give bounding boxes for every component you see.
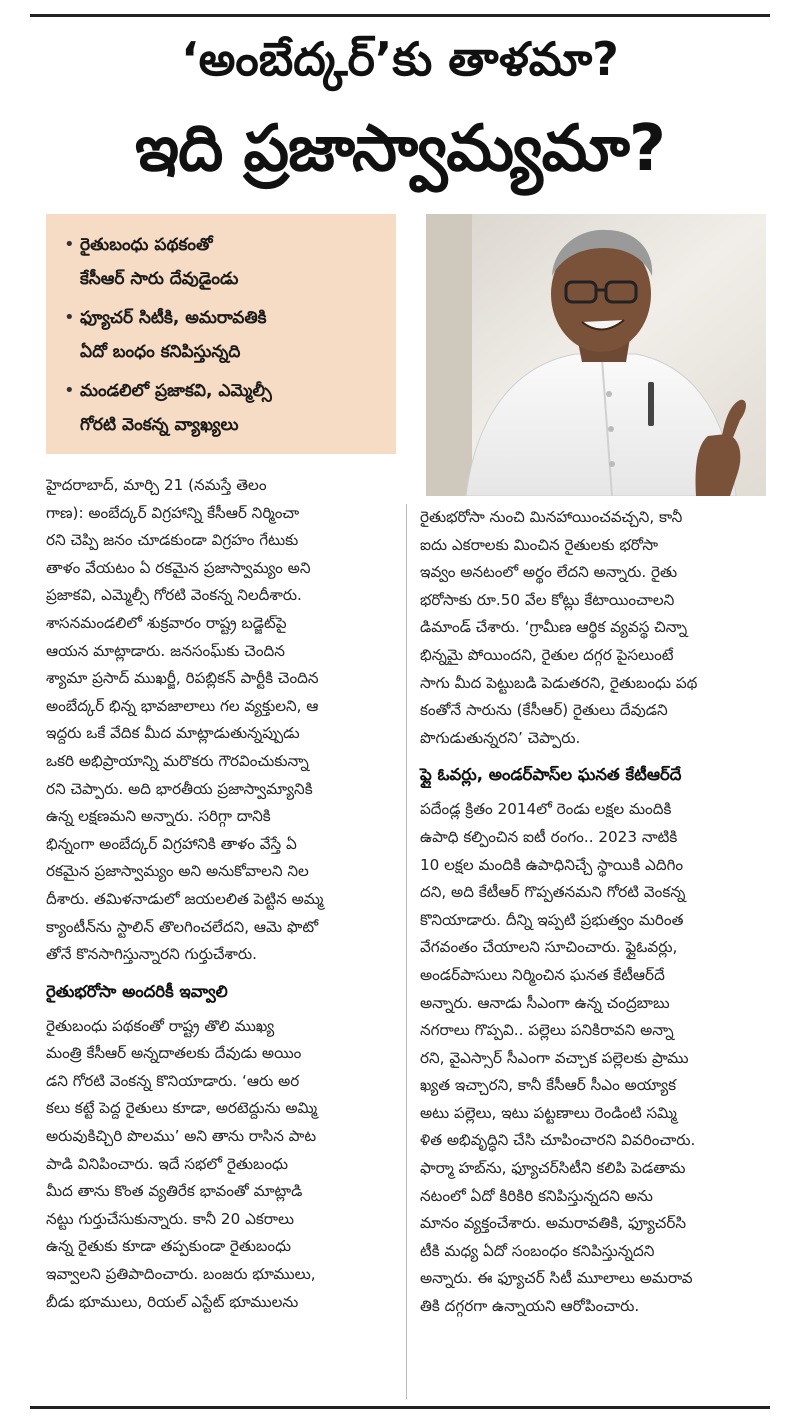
text-line: మీద తాను కొంత వ్యతిరేక భావంతో మాట్లాడి (46, 1182, 303, 1201)
text-line: భిన్నమై పోయిందని, రైతుల దగ్గర పైసలుంటే (420, 645, 674, 664)
text-line: దీశారు. తమిళనాడులో జయలలిత పెట్టిన అమ్మ (46, 889, 324, 908)
text-line: పదేండ్ల క్రితం 2014లో రెండు లక్షల మందికి (420, 800, 672, 819)
text-line: తాళం వేయటం ఏ రకమైన ప్రజాస్వామ్యం అని (46, 558, 311, 577)
text-line: ఖ్యత ఇచ్చారని, కానీ కేసీఆర్ సీఎం అయ్యాక (420, 1076, 677, 1095)
text-line: డిమాండ్ చేశారు. ‘గ్రామీణ ఆర్థిక వ్యవస్థ చిన్నా (420, 618, 688, 637)
headline-line-2: ఇది ప్రజాస్వామ్యమా? (134, 112, 666, 186)
text-line: వేగవంతం చేయాలని సూచించారు. ఫ్లైఓవర్లు, (420, 938, 678, 957)
right-paragraph-1 (420, 504, 770, 752)
bottom-rule (30, 1406, 770, 1409)
person-photo (426, 214, 766, 496)
highlights-box (46, 214, 396, 454)
text-line: కంతోనే సారును (కేసీఆర్) రైతులు దేవుడని (420, 701, 668, 720)
text-line: దని, అది కేటీఆర్ గొప్పతనమని గోరటి వెంకన్న (420, 883, 686, 902)
text-line: తోనే కొనసాగిస్తున్నారని గుర్తుచేశారు. (46, 945, 257, 964)
text-line: హైదరాబాద్, మార్చి 21 (నమస్తే తెలం (46, 476, 267, 494)
text-line: అండర్‌పాసులు నిర్మించిన ఘనత కేటీఆర్‌దే (420, 965, 665, 984)
text-line: తికి దగ్గరగా ఉన్నాయని ఆరోపించారు. (420, 1297, 640, 1316)
bullet-icon: • (64, 234, 75, 255)
top-rule (30, 14, 770, 17)
text-line: రకమైన ప్రజాస్వామ్యం అని అనుకోవాలని నిల (46, 862, 309, 881)
text-line: అంబేద్కర్ భిన్న భావజాలాలు గల వ్యక్తులని, ఆ (46, 696, 319, 715)
right-column (420, 504, 770, 1321)
text-line: సాగు మీద పెట్టుబడి పెడుతరని, రైతుబంధు పథ (420, 673, 698, 692)
text-line: ఇవ్వాలని ప్రతిపాదించారు. బంజరు భూములు, (46, 1265, 316, 1284)
text-line: మానం వ్యక్తంచేశారు. అమరావతికి, ఫ్యూచర్‌సి (420, 1214, 687, 1233)
person-photo-icon (426, 214, 766, 496)
text-line: ఉన్న లక్షణమని అన్నారు. సరిగ్గా దానికి (46, 807, 271, 826)
text-line: నటంలో ఏదో కిరికిరి కనిపిస్తున్నదని అను (420, 1186, 653, 1205)
left-column (46, 472, 396, 1316)
text-line: ఆయన మాట్లాడారు. జనసంఘ్‌కు చెందిన (46, 641, 285, 660)
right-paragraph-2 (420, 796, 770, 1320)
left-paragraph-2 (46, 1013, 396, 1317)
highlight-text: మండలిలో ప్రజాకవి, ఎమ్మెల్సీ గోరటి వెంకన్న వ్యాఖ్యలు (80, 381, 272, 435)
text-line: మంత్రి కేసీఆర్ అన్నదాతలకు దేవుడు అయిం (46, 1044, 302, 1063)
text-line: రని చెప్పి జనం చూడకుండా విగ్రహం గేటుకు (46, 531, 299, 550)
text-line: శ్యామా ప్రసాద్ ముఖర్జీ, రిపబ్లికన్ పార్టీకి చెందిన (46, 669, 319, 688)
text-line: క్యాంటీన్‌ను స్టాలిన్ తొలగించలేదని, ఆమె ఫొటో (46, 917, 319, 936)
text-line: డని గోరటి వెంకన్న కొనియాడారు. ‘ఆరు అర (46, 1071, 300, 1090)
text-line: పొగుడుతున్నరని’ చెప్పారు. (420, 728, 581, 747)
bullet-icon: • (64, 307, 75, 328)
text-line: అరువుకిచ్చిరి పొలము’ అని తాను రాసిన పాట (46, 1127, 317, 1146)
text-line: గాణ): అంబేద్కర్ విగ్రహాన్ని కేసీఆర్ నిర్మించా (46, 503, 300, 522)
highlight-text: ఫ్యూచర్ సిటీకి, అమరావతికి ఏదో బంధం కనిపిస్తున్నది (80, 308, 267, 362)
highlight-text: రైతుబంధు పథకంతో కేసీఆర్ సారు దేవుడైండు (80, 235, 239, 289)
text-line: అన్నారు. ఈ ఫ్యూచర్ సిటీ మూలాలు అమరావ (420, 1269, 693, 1288)
text-line: కలు కట్టే పెద్ద రైతులు కూడా, అరటెద్దును అమ్మి (46, 1099, 318, 1118)
highlight-item (64, 374, 384, 442)
text-line: ఫార్మా హబ్‌ను, ఫ్యూచర్‌సిటీని కలిపి పెడతామ (420, 1159, 686, 1178)
left-paragraph-1 (46, 472, 396, 969)
text-line: ప్రజాకవి, ఎమ్మెల్సీ గోరటి వెంకన్న నిలదీశారు. (46, 586, 302, 605)
text-line: ఐదు ఎకరాలకు మించిన రైతులకు భరోసా (420, 535, 658, 554)
text-line: భరోసాకు రూ.50 వేల కోట్లు కేటాయించాలని (420, 590, 675, 609)
text-line: భిన్నంగా అంబేద్కర్ విగ్రహానికి తాళం వేస్తే ఏ (46, 834, 297, 853)
bullet-icon: • (64, 380, 75, 401)
text-line: నగరాలు గొప్పవి.. పల్లెలు పనికిరావని అన్నా (420, 1021, 674, 1040)
text-line: నట్టు గుర్తుచేసుకున్నారు. కానీ 20 ఎకరాలు (46, 1209, 295, 1228)
text-line: కొనియాడారు. దీన్ని ఇప్పటి ప్రభుత్వం మరింత (420, 910, 684, 929)
left-subhead: రైతుభరోసా అందరికీ ఇవ్వాలి (46, 981, 228, 1001)
text-line: రైతుబంధు పథకంతో రాష్ట్ర తొలి ముఖ్య (46, 1016, 275, 1035)
text-line: 10 లక్షల మందికి ఉపాధినిచ్చే స్థాయికి ఎదిగిం (420, 855, 684, 874)
column-divider (406, 504, 407, 1399)
headline-line-1: ‘అంబేద్కర్’కు తాళమా? (181, 32, 619, 86)
text-line: ఉన్న రైతుకు కూడా తప్పకుండా రైతుబంధు (46, 1237, 292, 1256)
right-subhead: ఫ్లై ఓవర్లు, అండర్‌పాస్‌ల ఘనత కేటీఆర్‌దే (420, 765, 682, 785)
highlight-item (64, 228, 384, 296)
text-line: ఇద్దరు ఒకే వేదిక మీద మాట్లాడుతున్నప్పుడు (46, 724, 300, 743)
text-line: ఇవ్వం అనటంలో అర్థం లేదని అన్నారు. రైతు (420, 563, 678, 582)
text-line: రని చెప్పారు. అది భారతీయ ప్రజాస్వామ్యానికి (46, 779, 313, 798)
text-line: ఒకరి అభిప్రాయాన్ని మరొకరు గౌరవించుకున్నా (46, 751, 309, 770)
text-line: అన్నారు. ఆనాడు సీఎంగా ఉన్న చంద్రబాబు (420, 993, 670, 1012)
text-line: పాడి వినిపించారు. ఇదే సభలో రైతుబంధు (46, 1154, 289, 1173)
text-line: రని, వైఎస్సార్ సీఎంగా వచ్చాక పల్లెలకు ప్రాము (420, 1048, 689, 1067)
text-line: ళిత అభివృద్ధిని చేసి చూపించారని వివరించారు. (420, 1131, 696, 1150)
text-line: అటు పల్లెలు, ఇటు పట్టణాలు రెండింటి సమ్మి (420, 1103, 677, 1122)
text-line: బీడు భూములు, రియల్ ఎస్టేట్ భూములను (46, 1292, 299, 1311)
highlight-item (64, 301, 384, 369)
text-line: శాసనమండలిలో శుక్రవారం రాష్ట్ర బడ్జెట్‌పై (46, 613, 287, 632)
text-line: ఉపాధి కల్పించిన ఐటీ రంగం.. 2023 నాటికి (420, 827, 678, 846)
text-line: రైతుభరోసా నుంచి మినహాయించవచ్చని, కానీ (420, 508, 683, 526)
text-line: టీకి మధ్య ఏదో సంబంధం కనిపిస్తున్నదని (420, 1241, 655, 1260)
